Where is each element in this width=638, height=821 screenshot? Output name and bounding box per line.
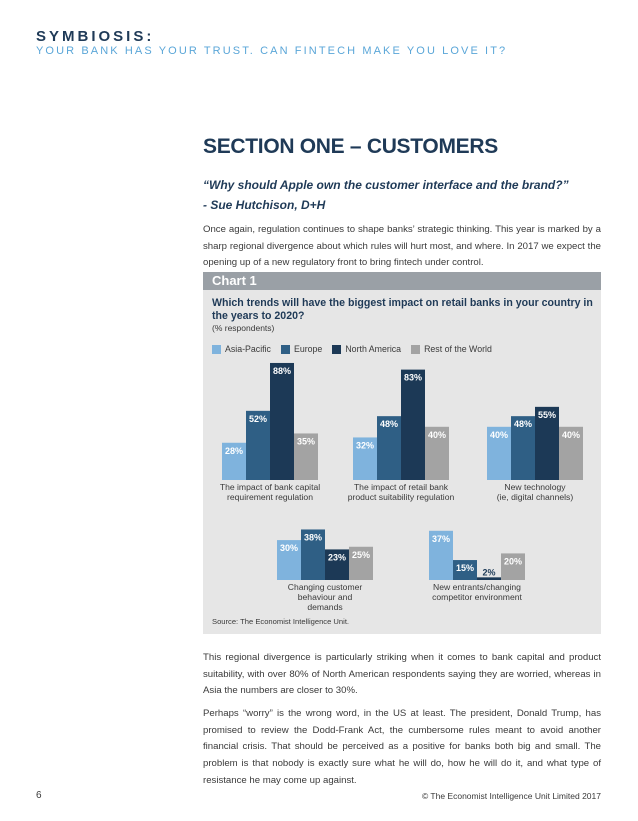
legend-label: North America [345, 344, 402, 354]
bar-value-label: 30% [279, 543, 299, 554]
bar-value-label: 20% [503, 556, 523, 567]
bar-value-label: 23% [327, 552, 347, 563]
intro-paragraph: Once again, regulation continues to shape banks’ strategic thinking. This year is marked by a sharp regional divergence about which rules will hurt most, and where. In 2017 we expect the opening up of a new regulatory front to bring fintech under control. [203, 224, 601, 269]
bar-value-label: 48% [379, 419, 399, 430]
category-label: New entrants/changing [433, 582, 521, 592]
bar-value-label: 35% [296, 436, 316, 447]
bar [477, 577, 501, 580]
bar-value-label: 15% [455, 563, 475, 574]
category-label: The impact of bank capital [219, 482, 321, 492]
chart-unit-note: (% respondents) [212, 323, 275, 333]
bar-chart [203, 272, 601, 634]
bar [270, 363, 294, 480]
category-label: product suitability regulation [347, 492, 455, 502]
chart-source: Source: The Economist Intelligence Unit. [212, 617, 350, 626]
category-label: requirement regulation [227, 492, 313, 502]
body-paragraph-worry: Perhaps “worry” is the wrong word, in the US at least. The president, Donald Trump, has promised to review the Dodd-Frank Act, the cumbersome rules meant to avoid another financial crisis. That should be perceived as a positive for banks both big and small. The problem is that nobody is exactly sure what he will do, how he will do it, and what type of resistance he may come up against. [203, 708, 601, 786]
copyright-notice: © The Economist Intelligence Unit Limited 2017 [421, 791, 601, 801]
category-label: (ie, digital channels) [496, 492, 574, 502]
bar-value-label: 52% [248, 413, 268, 424]
bar-value-label: 32% [355, 440, 375, 451]
bar-value-label: 2% [482, 567, 496, 578]
bar-value-label: 40% [561, 429, 581, 440]
bar-value-label: 40% [427, 429, 447, 440]
report-subtitle: YOUR BANK HAS YOUR TRUST. CAN FINTECH MAKE YOU LOVE IT? [36, 45, 508, 57]
bar-value-label: 25% [351, 549, 371, 560]
quote: “Why should Apple own the customer interface and the brand?” [203, 178, 569, 192]
legend-label: Rest of the World [424, 344, 492, 354]
bar-value-label: 38% [303, 532, 323, 543]
body-paragraph-divergence: This regional divergence is particularly striking when it comes to bank capital and product suitability, with over 80% of North American respondents saying they are worried, whereas in Asia the numbers are closer to 30%. [203, 652, 601, 697]
legend-label: Europe [293, 344, 323, 354]
chart-panel [203, 272, 601, 634]
bar-value-label: 37% [431, 533, 451, 544]
category-label: The impact of retail bank [353, 482, 449, 492]
chart-question: Which trends will have the biggest impact on retail banks in your country in the years to 2020? [212, 297, 593, 322]
category-label: demands [307, 602, 343, 612]
bar-value-label: 40% [489, 429, 509, 440]
bar-value-label: 88% [272, 365, 292, 376]
bar [401, 370, 425, 480]
category-label: New technology [504, 482, 566, 492]
bar-value-label: 55% [537, 409, 557, 420]
bar-value-label: 48% [513, 419, 533, 430]
report-title: SYMBIOSIS: [36, 28, 155, 45]
quote-author: - Sue Hutchison, D+H [203, 198, 326, 212]
category-label: competitor environment [432, 592, 522, 602]
bar-value-label: 28% [224, 445, 244, 456]
category-label: Changing customer [287, 582, 363, 592]
legend-label: Asia-Pacific [225, 344, 271, 354]
page-number: 6 [36, 790, 42, 801]
category-label: behaviour and [297, 592, 353, 602]
section-title: SECTION ONE – CUSTOMERS [203, 135, 498, 158]
chart-label: Chart 1 [212, 273, 257, 288]
bar-value-label: 83% [403, 372, 423, 383]
